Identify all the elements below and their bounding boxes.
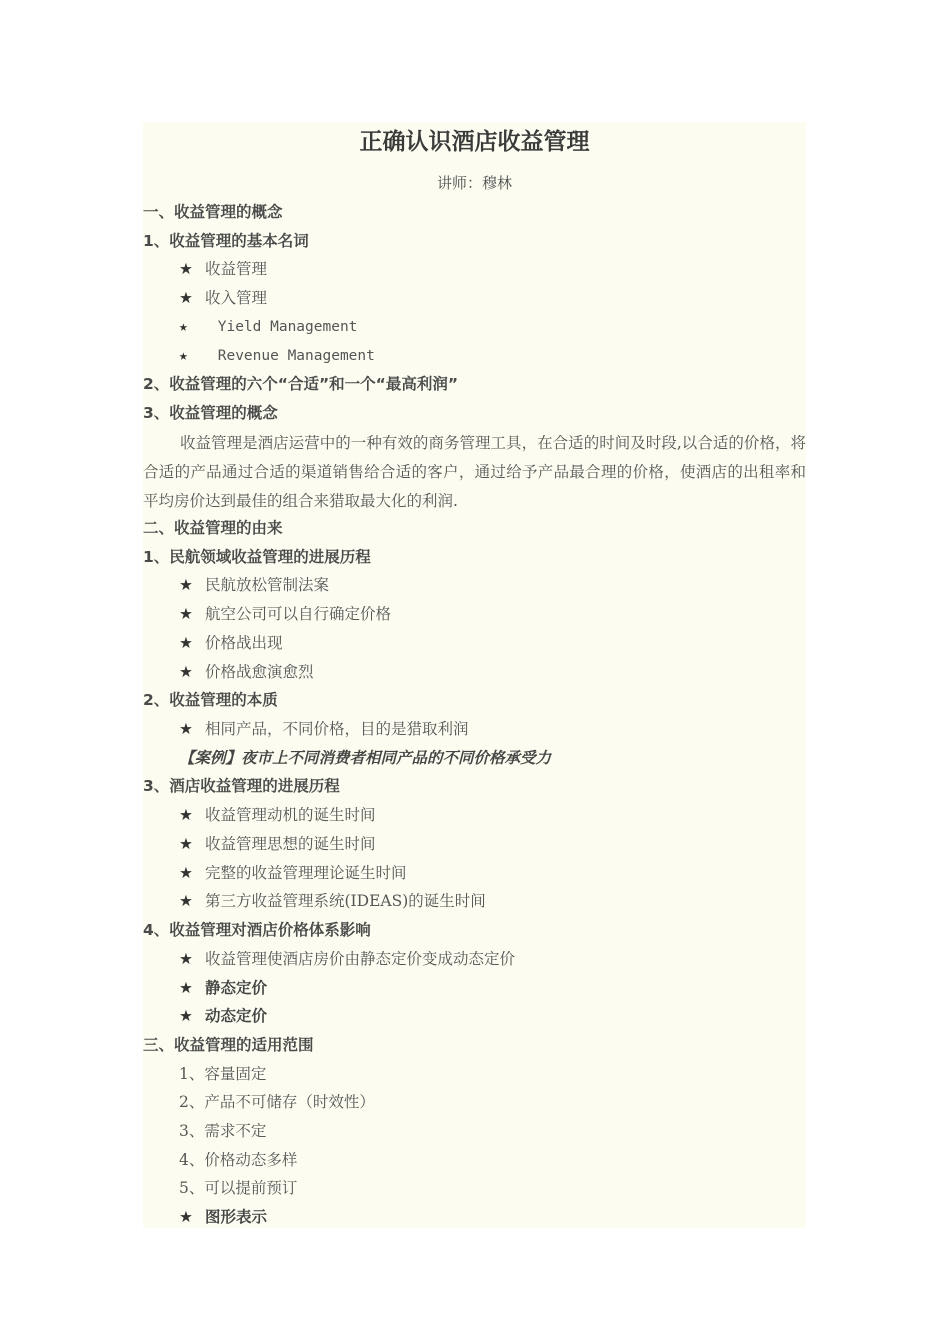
list-item	[179, 603, 391, 625]
numbered-item: 2、产品不可储存（时效性）	[179, 1093, 375, 1111]
star-icon: ★	[179, 979, 193, 997]
numbered-item: 3、需求不定	[179, 1122, 267, 1140]
section-1-sub-1: 1、收益管理的基本名词	[143, 232, 309, 250]
section-1-sub-3: 3、收益管理的概念	[143, 404, 278, 422]
star-icon: ★	[179, 319, 188, 335]
document-page	[143, 122, 806, 1228]
star-icon: ★	[179, 892, 193, 910]
section-2-heading: 二、收益管理的由来	[143, 519, 283, 537]
list-item	[179, 661, 314, 683]
case-example: 【案例】夜市上不同消费者相同产品的不同价格承受力	[179, 748, 552, 767]
list-item	[179, 287, 267, 309]
list-item-text: 收入管理	[205, 289, 268, 307]
star-icon: ★	[179, 634, 193, 652]
section-1-heading: 一、收益管理的概念	[143, 203, 283, 221]
star-icon: ★	[179, 576, 193, 594]
list-item	[179, 345, 375, 367]
list-item-text: 民航放松管制法案	[205, 576, 330, 594]
list-item	[179, 948, 515, 970]
list-item-text: 价格战出现	[205, 634, 283, 652]
list-item-text: 完整的收益管理理论诞生时间	[205, 864, 407, 882]
section-1-sub-2: 2、收益管理的六个“合适”和一个“最高利润”	[143, 375, 459, 393]
list-item-text: 收益管理思想的诞生时间	[205, 835, 376, 853]
list-item-text: 收益管理动机的诞生时间	[205, 806, 376, 824]
author-line: 讲师：穆林	[436, 174, 512, 192]
star-icon: ★	[179, 835, 193, 853]
star-icon: ★	[179, 1007, 193, 1025]
star-icon: ★	[179, 950, 193, 968]
list-item	[179, 258, 267, 280]
list-item-text: 收益管理	[205, 260, 268, 278]
list-item	[179, 862, 407, 884]
list-item-text: 第三方收益管理系统(IDEAS)的诞生时间	[205, 892, 486, 910]
numbered-item: 1、容量固定	[179, 1065, 267, 1083]
star-icon: ★	[179, 720, 193, 738]
document-title: 正确认识酒店收益管理	[359, 129, 590, 155]
numbered-item: 4、价格动态多样	[179, 1151, 298, 1169]
star-icon: ★	[179, 1208, 193, 1226]
list-item	[179, 316, 357, 338]
list-item	[179, 804, 376, 826]
list-item-text: 航空公司可以自行确定价格	[205, 605, 392, 623]
list-item	[179, 632, 283, 654]
star-icon: ★	[179, 864, 193, 882]
star-icon: ★	[179, 663, 193, 681]
concept-paragraph: 收益管理是酒店运营中的一种有效的商务管理工具，在合适的时间及时段,以合适的价格，将合适的产品通过合适的渠道销售给合适的客户，通过给予产品最合理的价格，使酒店的出租率和平均房价达到最佳的组合来猎取最大化的利润.	[143, 434, 806, 510]
list-item-text: Revenue Management	[209, 348, 375, 364]
section-3-heading: 三、收益管理的适用范围	[143, 1036, 314, 1054]
list-item	[179, 890, 486, 912]
list-item-text: 动态定价	[205, 1007, 268, 1025]
list-item	[179, 1206, 267, 1228]
star-icon: ★	[179, 348, 188, 364]
section-2-sub-2: 2、收益管理的本质	[143, 691, 278, 709]
section-2-sub-4: 4、收益管理对酒店价格体系影响	[143, 921, 371, 939]
list-item-text: 图形表示	[205, 1208, 268, 1226]
star-icon: ★	[179, 260, 193, 278]
list-item-text: Yield Management	[209, 319, 358, 335]
list-item-text: 静态定价	[205, 979, 268, 997]
star-icon: ★	[179, 289, 193, 307]
star-icon: ★	[179, 605, 193, 623]
star-icon: ★	[179, 806, 193, 824]
list-item-text: 收益管理使酒店房价由静态定价变成动态定价	[205, 950, 516, 968]
list-item-text: 相同产品，不同价格，目的是猎取利润	[205, 720, 469, 738]
list-item-text: 价格战愈演愈烈	[205, 663, 314, 681]
list-item	[179, 1005, 267, 1027]
section-2-sub-3: 3、酒店收益管理的进展历程	[143, 777, 340, 795]
numbered-item: 5、可以提前预订	[179, 1179, 298, 1197]
section-2-sub-1: 1、民航领域收益管理的进展历程	[143, 548, 371, 566]
list-item	[179, 574, 329, 596]
list-item	[179, 718, 469, 740]
list-item	[179, 833, 376, 855]
list-item	[179, 977, 267, 999]
